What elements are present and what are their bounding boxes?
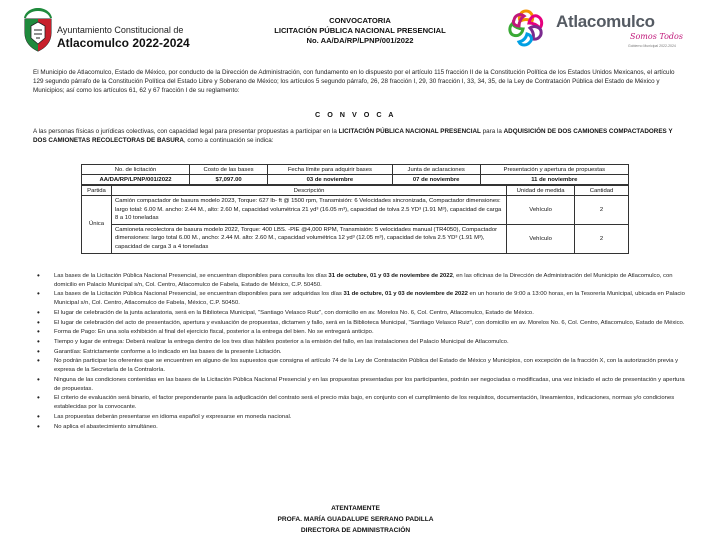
table-header-cell: Partida	[82, 186, 112, 196]
invitation-text-3: , como a continuación se indica:	[183, 137, 274, 145]
convocatoria-heading	[240, 16, 480, 46]
table-header-cell: Presentación y apertura de propuestas	[480, 165, 628, 175]
list-item: • El lugar de celebración de la junta aclaratoria, será en la Biblioteca Municipal, "Santiago Velasco Ruiz", con domicilio en av. Morelos No. 6, Col. Centro, Atlacomulco, Estado de México.	[36, 309, 686, 318]
invitation-bold-2: ADQUISICIÓN DE DOS CAMIONES COMPACTADORES Y DOS CAMIONETAS RECOLECTORAS DE BASURA	[33, 128, 673, 145]
table-header-cell: Junta de aclaraciones	[392, 165, 480, 175]
table-header-cell: Costo de las bases	[190, 165, 268, 175]
invitation-paragraph	[33, 127, 681, 145]
table-header-cell: Fecha límite para adquirir bases	[268, 165, 393, 175]
descripcion-cell: Camión compactador de basura modelo 2023, Torque: 627 lb- ft @ 1500 rpm, Transmisión: 6 Velocidades sincronizada, Compactador dimensiones: largo total: 6.00 M. ancho: 2.44 M., alto: 2.60 M, capacidad volumétrica 21 yd³ (16.05 m³), capacidad de tolva 2.5 YD³ (1.91 M³), capacidad de carga 8 a 10 toneladas	[111, 196, 506, 225]
table-row	[82, 224, 629, 253]
unidad-cell: Vehículo	[507, 224, 575, 253]
list-item: • Ninguna de las condiciones contenidas en las bases de la Licitación Pública Nacional Presencial y en las propuestas presentadas por los participantes, podrán ser negociadas o modificadas, una vez iniciado el acto de presentación y apertura de propuestas.	[36, 376, 686, 394]
list-item	[36, 290, 686, 308]
table-header-cell: Cantidad	[575, 186, 629, 196]
list-item: • El lugar de celebración del acto de presentación, apertura y evaluación de propuestas, dictamen y fallo, será en la Biblioteca Municipal, "Santiago Velasco Ruiz", con domicilio en av. Morelos No. 6, Col. Centro, Atlacomulco, Estado de México.	[36, 319, 686, 328]
table-header-cell: Descripción	[111, 186, 506, 196]
table-header-row	[82, 165, 629, 175]
table-row	[82, 196, 629, 225]
list-item: • No podrán participar los oferentes que se encuentren en alguno de los supuestos que consigna el artículo 74 de la Ley de Contratación Pública del Estado de México y Municipios, con excepción de la fracción X, con la autorización previa y expresa de la Secretaría de la Contraloría.	[36, 357, 686, 375]
intro-paragraph: El Municipio de Atlacomulco, Estado de México, por conducto de la Dirección de Administración, con fundamento en lo dispuesto por el artículo 115 fracción II de la Constitución Política de los Estados Unidos Mexicanos, el artículo 129 segundo párrafo de la Constitución Política del Estado Libre y Soberano de México; los artículos 5 segundo párrafo, 26, 28 fracción I, 29, 30 fracción I, 33, 34, 35, de la Ley de Contratación Pública del Estado de México y Municipios; así como los artículos 61, 62 y 67 fracción I de su reglamento:	[33, 69, 675, 95]
list-item: • Tiempo y lugar de entrega: Deberá realizar la entrega dentro de los tres días hábiles posterior a la emisión del fallo, en las instalaciones del Palacio Municipal de Atlacomulco.	[36, 338, 686, 347]
licitacion-number-cell: AA/DA/RP/LPNP/001/2022	[82, 175, 190, 185]
descripcion-cell: Camioneta recolectora de basura modelo 2022, Torque: 400 LBS. -PIE @4,000 RPM, Transmisión: 5 velocidades manual (TR4050), Compactador dimensiones: largo total 6.00 M., ancho: 2.44 M. alto: 2.60 M., capacidad volumétrica 12 yd³ (12.05 m³), capacidad de tolva 2.5 YD³ (1.91 M³), capacidad de carga 3 a 4 toneladas	[111, 224, 506, 253]
invitation-text-1: A las personas físicas o jurídicas colectivas, con capacidad legal para presentar propuestas a participar en la	[33, 128, 339, 135]
list-item: • Garantías: Estrictamente conforme a lo indicado en las bases de la presente Licitación.	[36, 348, 686, 357]
fecha-limite-cell: 03 de noviembre	[268, 175, 393, 185]
list-item	[36, 272, 686, 290]
list-item: • No aplica el abastecimiento simultáneo.	[36, 423, 686, 432]
list-item-text: Las bases de la Licitación Pública Nacional Presencial, se encuentran disponibles para ser adquiridas los días	[54, 291, 344, 298]
table-header-cell: No. de licitación	[82, 165, 190, 175]
invitation-text-2: para la	[480, 128, 504, 135]
list-item-text: Las bases de la Licitación Pública Nacional Presencial, se encuentran disponibles para consulta los días	[54, 273, 329, 279]
list-item: • Forma de Pago: En una sola exhibición al final del ejercicio fiscal, posterior a la entrega del bien. No se entregará anticipo.	[36, 328, 686, 337]
list-item-bold: 31 de octubre, 01 y 03 de noviembre de 2022	[343, 291, 468, 298]
signature-atentamente: ATENTAMENTE	[331, 505, 380, 512]
list-item: • El criterio de evaluación será binario, el factor preponderante para la adjudicación del contrato será el precio más bajo, en conjunto con el cumplimiento de los requisitos, documentación, lineamientos, indicaciones, normas y/o condiciones establecidas por la convocante.	[36, 394, 686, 412]
convocatoria-number: No. AA/DA/RP/LPNP/001/2022	[306, 36, 414, 45]
convocatoria-title: CONVOCATORIA	[329, 16, 391, 25]
flower-mark-icon	[500, 5, 552, 51]
brand-tiny-caption: Gobierno Municipal 2022-2024	[628, 44, 676, 48]
ayuntamiento-name-line1: Ayuntamiento Constitucional de	[57, 25, 184, 35]
atlacomulco-brand-logo	[500, 4, 700, 52]
convocatoria-subtitle: LICITACIÓN PÚBLICA NACIONAL PRESENCIAL	[274, 26, 446, 35]
ayuntamiento-logo	[22, 6, 190, 52]
list-item-text: , en las oficinas de la Dirección de Administración del Municipio de Atlacomulco, con domicilio en Palacio Municipal s/n, Col. Centro, Atlacomulco de Fabela, Estado de México, C.P. 50450.	[54, 273, 673, 288]
list-item-text: en un horario de 9:00 a 13:00 horas, en la Tesorería Municipal, ubicada en Palacio Municipal s/n, Col. Centro, Atlacomulco de Fabela, México, C.P. 50450.	[54, 291, 685, 307]
cantidad-cell: 2	[575, 196, 629, 225]
conditions-list	[36, 272, 686, 432]
invitation-bold-1: LICITACIÓN PÚBLICA NACIONAL PRESENCIAL	[338, 128, 481, 135]
licitacion-dates-table	[81, 164, 629, 185]
costo-bases-cell: $7,097.00	[190, 175, 268, 185]
municipal-crest-icon	[22, 6, 54, 52]
brand-slogan: Somos Todos	[630, 32, 683, 41]
table-row	[82, 175, 629, 185]
brand-name: Atlacomulco	[556, 12, 655, 31]
table-header-cell: Unidad de medida	[507, 186, 575, 196]
list-item: • Las propuestas deberán presentarse en idioma español y expresarse en moneda nacional.	[36, 413, 686, 422]
partidas-table	[81, 185, 629, 254]
header	[0, 0, 711, 58]
presentacion-apertura-cell: 11 de noviembre	[480, 175, 628, 185]
signature-title: DIRECTORA DE ADMINISTRACIÓN	[300, 527, 411, 534]
partida-cell: Única	[82, 196, 112, 254]
table-header-row	[82, 186, 629, 196]
ayuntamiento-name-line2: Atlacomulco 2022-2024	[57, 36, 190, 50]
signature-block	[0, 503, 711, 536]
junta-aclaraciones-cell: 07 de noviembre	[392, 175, 480, 185]
convoca-heading: C O N V O C A	[315, 110, 396, 119]
cantidad-cell: 2	[575, 224, 629, 253]
unidad-cell: Vehículo	[507, 196, 575, 225]
signature-name: PROFA. MARÍA GUADALUPE SERRANO PADILLA	[277, 516, 434, 523]
list-item-bold: 31 de octubre, 01 y 03 de noviembre de 2022	[328, 273, 453, 279]
